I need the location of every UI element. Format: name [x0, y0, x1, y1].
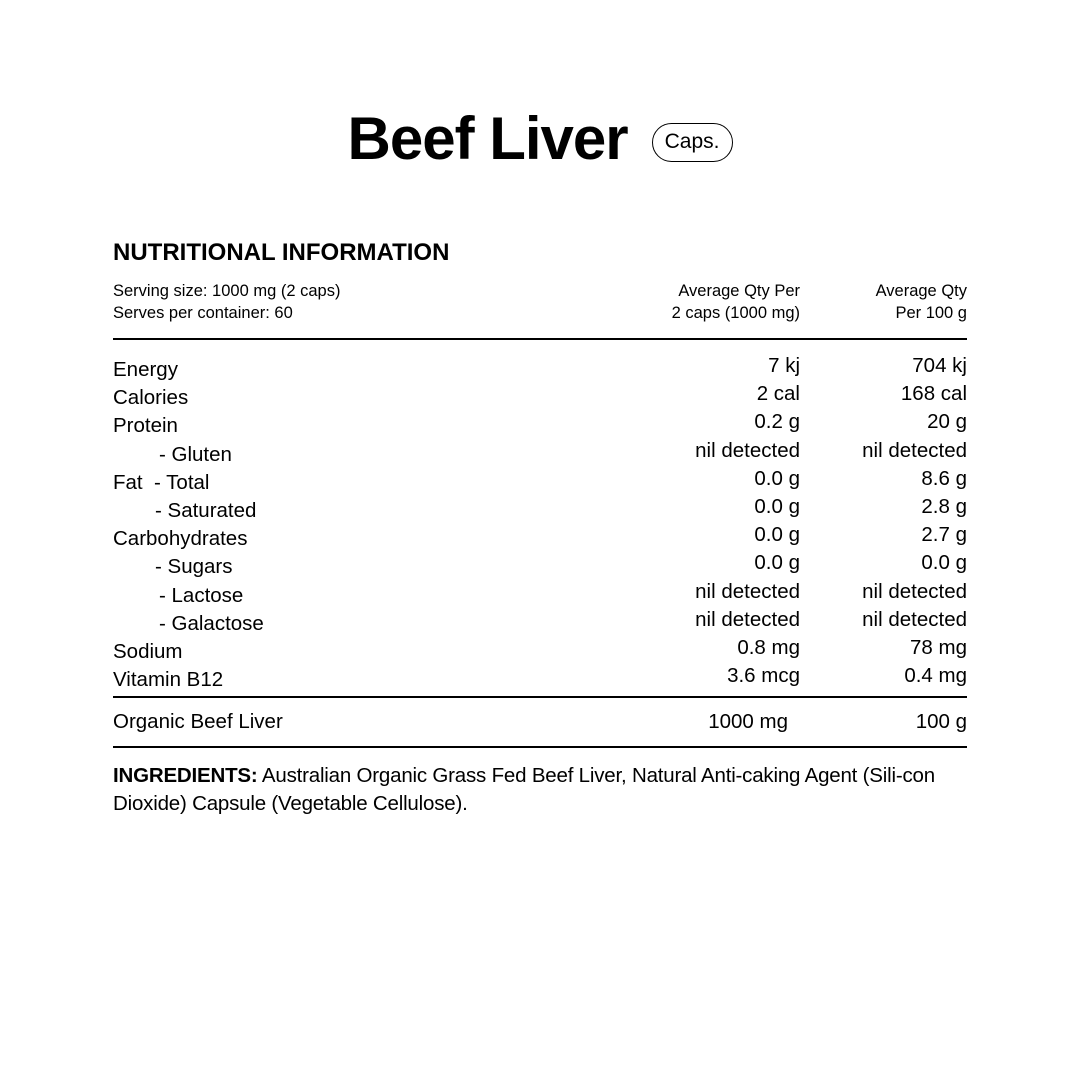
nutrient-per-100g: nil detected	[862, 579, 967, 603]
nutrient-per-100g: nil detected	[862, 607, 967, 631]
nutrient-name: - Galactose	[159, 611, 264, 635]
product-title: Beef Liver	[347, 105, 628, 172]
nutrient-row	[113, 664, 967, 692]
nutrient-per-100g: nil detected	[862, 438, 967, 462]
nutrient-per-serve: 2 cal	[756, 382, 800, 406]
nutrient-per-serve: 0.2 g	[754, 410, 800, 434]
nutrition-panel	[113, 238, 967, 818]
column-header-per-100g	[800, 280, 967, 326]
caps-badge: Caps.	[652, 123, 733, 162]
nutrient-list	[113, 354, 967, 692]
nutrient-per-serve: 7 kj	[768, 354, 800, 377]
nutrient-name: Vitamin B12	[113, 668, 224, 692]
column-header-per-100g-line2: Per 100 g	[895, 304, 967, 322]
nutrient-per-100g: 2.7 g	[921, 523, 967, 547]
nutrient-name: Calories	[113, 386, 189, 410]
nutrient-per-serve: nil detected	[695, 579, 800, 603]
serving-size: Serving size: 1000 mg (2 caps)	[113, 282, 341, 300]
nutrient-name: Protein	[113, 414, 178, 438]
nutrient-per-serve: 0.0 g	[754, 551, 800, 575]
column-header-per-serve	[550, 280, 800, 326]
nutrient-row	[113, 608, 967, 636]
nutrient-per-serve: nil detected	[695, 607, 800, 631]
section-heading: NUTRITIONAL INFORMATION	[113, 239, 450, 266]
nutrient-per-100g: 704 kj	[912, 354, 967, 377]
summary-per-100g: 100 g	[915, 710, 967, 734]
nutrient-per-100g: 20 g	[927, 410, 967, 434]
nutrient-per-100g: 78 mg	[910, 635, 967, 659]
nutrient-name: Energy	[113, 358, 178, 381]
serves-per-container: Serves per container: 60	[113, 304, 293, 322]
title-area	[0, 104, 1080, 174]
ingredients-label: INGREDIENTS:	[113, 764, 258, 788]
nutrient-row	[113, 580, 967, 608]
nutrient-name: - Saturated	[155, 498, 257, 522]
nutrient-row	[113, 354, 967, 382]
nutrient-row	[113, 636, 967, 664]
nutrient-per-serve: nil detected	[695, 438, 800, 462]
serving-info-row	[113, 280, 967, 326]
nutrient-name: - Sugars	[155, 555, 233, 579]
column-header-per-100g-line1: Average Qty	[875, 282, 967, 300]
nutrient-row	[113, 410, 967, 438]
summary-name: Organic Beef Liver	[113, 710, 283, 734]
serving-info	[113, 280, 550, 326]
nutrient-row	[113, 523, 967, 551]
nutrient-row	[113, 495, 967, 523]
nutrient-per-100g: 168 cal	[900, 382, 967, 406]
nutrient-name: Sodium	[113, 639, 183, 663]
nutrient-row	[113, 467, 967, 495]
nutrient-name: - Lactose	[159, 583, 244, 607]
summary-row	[113, 698, 967, 746]
nutrient-per-serve: 0.0 g	[754, 494, 800, 518]
ingredients-list: Australian Organic Grass Fed Beef Liver, Natural Anti-caking Agent (Sili-con Dioxide) Capsule (Vegetable Cellulose).	[113, 764, 935, 816]
nutrient-per-100g: 0.4 mg	[904, 664, 967, 688]
nutrient-name: Fat - Total	[113, 470, 210, 494]
nutrient-per-serve: 0.0 g	[754, 523, 800, 547]
nutrient-name: - Gluten	[159, 442, 232, 466]
nutrient-row	[113, 382, 967, 410]
nutrient-per-100g: 0.0 g	[921, 551, 967, 575]
nutrient-row	[113, 439, 967, 467]
summary-per-serve: 1000 mg	[708, 710, 788, 734]
nutrient-per-100g: 8.6 g	[921, 466, 967, 490]
nutrient-per-serve: 0.8 mg	[737, 635, 800, 659]
nutrient-per-serve: 3.6 mcg	[727, 664, 800, 688]
nutrient-per-100g: 2.8 g	[921, 494, 967, 518]
nutrient-row	[113, 551, 967, 579]
nutrient-per-serve: 0.0 g	[754, 466, 800, 490]
divider-top	[113, 338, 967, 340]
divider-bottom	[113, 746, 967, 748]
column-header-per-serve-line1: Average Qty Per	[678, 282, 800, 300]
nutrient-name: Carbohydrates	[113, 527, 248, 551]
column-header-per-serve-line2: 2 caps (1000 mg)	[671, 304, 800, 322]
ingredients-text	[113, 762, 967, 818]
